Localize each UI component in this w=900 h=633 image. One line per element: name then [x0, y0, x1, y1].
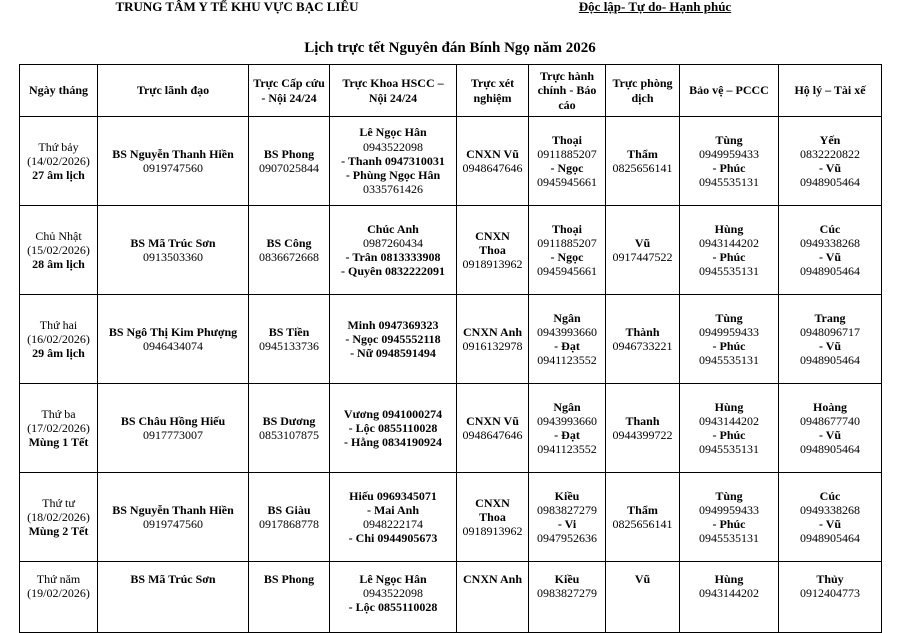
cell-line: 28 âm lịch	[32, 257, 85, 272]
cell-line: Cúc	[819, 221, 841, 236]
cell-line: - Phùng Ngọc Hân	[345, 168, 441, 183]
cell-line: 0911885207	[537, 146, 597, 161]
cell-line: Thoa	[479, 509, 506, 524]
cell-line: 0335761426	[363, 182, 423, 197]
cell-lab	[457, 117, 529, 206]
cell-line: Vương 0941000274	[343, 406, 443, 421]
cell-line: 0945945661	[537, 264, 597, 279]
agency-name: TRUNG TÂM Y TẾ KHU VỰC BẠC LIÊU	[115, 0, 359, 14]
cell-line: Hoàng	[812, 399, 847, 414]
cell-line: 0949338268	[800, 502, 860, 517]
cell-line: 0948222174	[363, 517, 423, 531]
cell-line: Chủ Nhật	[35, 228, 82, 243]
cell-date	[20, 295, 98, 384]
cell-line: CNXN Vũ	[466, 413, 519, 428]
cell-hscc	[330, 384, 457, 473]
cell-line: 0949338268	[800, 235, 860, 250]
table-header-row	[20, 65, 882, 117]
cell-leader	[98, 562, 249, 633]
cell-line: CNXN Anh	[462, 572, 522, 586]
cell-line: - Vũ	[818, 250, 842, 264]
table-row	[20, 562, 882, 633]
cell-line: - Thanh 0947310031	[341, 153, 445, 168]
cell-line: 0948905464	[800, 353, 860, 368]
cell-line: Ngân	[553, 399, 581, 414]
column-header: Trực hành chính - Báo cáo	[529, 65, 606, 117]
cell-line: 0949959433	[699, 502, 759, 517]
cell-line: Thẩm	[627, 146, 658, 161]
cell-line: Thứ hai	[39, 317, 78, 332]
cell-line: 0948905464	[800, 175, 860, 190]
cell-line: Hùng	[714, 572, 744, 586]
cell-er	[249, 384, 330, 473]
column-header: Bảo vệ – PCCC	[680, 65, 779, 117]
cell-line: - Ngọc	[550, 250, 584, 264]
cell-line: 0945133736	[259, 339, 319, 353]
cell-line: CNXN Vũ	[466, 146, 519, 161]
cell-line: 0948905464	[800, 442, 860, 457]
cell-line: Hùng	[714, 399, 744, 414]
cell-line: 0983827279	[537, 502, 597, 517]
cell-hscc	[330, 206, 457, 295]
cell-line: BS Nguyễn Thanh Hiền	[112, 146, 234, 161]
cell-nurse	[779, 117, 882, 206]
cell-lab	[457, 206, 529, 295]
cell-security	[680, 384, 779, 473]
cell-date	[20, 384, 98, 473]
cell-leader	[98, 206, 249, 295]
cell-nurse	[779, 206, 882, 295]
cell-line: - Phúc	[712, 250, 746, 264]
cell-line: Hiếu 0969345071	[349, 488, 437, 503]
cell-leader	[98, 473, 249, 562]
cell-line: - Vũ	[818, 161, 842, 175]
cell-line: 0943144202	[699, 413, 759, 428]
cell-line: 0941123552	[537, 442, 597, 457]
cell-admin	[529, 117, 606, 206]
cell-line: - Phúc	[712, 161, 746, 175]
cell-line: - Đạt	[554, 428, 580, 442]
cell-line: Cúc	[819, 488, 841, 503]
cell-line: BS Công	[266, 235, 312, 250]
cell-leader	[98, 117, 249, 206]
cell-line: BS Mã Trúc Sơn	[130, 235, 216, 250]
cell-line: 0912404773	[800, 586, 860, 601]
cell-admin	[529, 562, 606, 633]
cell-line: Lê Ngọc Hân	[359, 125, 427, 140]
table-row	[20, 473, 882, 562]
cell-line: 0948905464	[800, 264, 860, 279]
cell-line: 0948096717	[800, 324, 860, 339]
duty-schedule-table	[19, 64, 882, 633]
cell-line: 0948647646	[462, 161, 523, 175]
cell-line: - Vi	[557, 517, 577, 531]
cell-line: - Lộc 0855110028	[348, 600, 438, 615]
cell-line: 0836672668	[259, 250, 319, 264]
cell-line: Yến	[819, 132, 841, 147]
cell-line: 0825656141	[612, 161, 673, 175]
cell-hscc	[330, 562, 457, 633]
cell-line: - Phúc	[712, 339, 746, 353]
cell-line: (17/02/2026)	[27, 420, 90, 435]
cell-line: CNXN	[475, 495, 510, 510]
cell-line: - Đạt	[554, 339, 580, 353]
cell-line: Lê Ngọc Hân	[359, 572, 427, 586]
cell-line: BS Phong	[263, 146, 315, 161]
cell-line: - Vũ	[818, 517, 842, 531]
cell-line: Mùng 2 Tết	[28, 524, 89, 539]
cell-date	[20, 473, 98, 562]
column-header: Trực phòng dịch	[606, 65, 680, 117]
cell-line: - Phúc	[712, 428, 746, 442]
cell-nurse	[779, 295, 882, 384]
cell-line: Kiều	[554, 572, 580, 586]
cell-security	[680, 206, 779, 295]
cell-line: - Chi 0944905673	[348, 531, 438, 546]
cell-prevent	[606, 206, 680, 295]
national-header	[505, 0, 805, 14]
table-row	[20, 295, 882, 384]
cell-line: 0944399722	[612, 428, 673, 442]
cell-line: (16/02/2026)	[27, 331, 90, 346]
cell-prevent	[606, 562, 680, 633]
cell-lab	[457, 384, 529, 473]
cell-line: - Trân 0813333908	[345, 250, 441, 264]
cell-line: 0943993660	[537, 413, 597, 428]
cell-line: 0946434074	[143, 339, 203, 353]
cell-line: 0943522098	[363, 139, 423, 154]
cell-line: 0945535131	[699, 264, 759, 279]
cell-line: - Vũ	[818, 428, 842, 442]
cell-line: - Mai Anh	[366, 502, 419, 517]
cell-line: 0917868778	[259, 517, 319, 531]
cell-line: Thanh	[625, 413, 660, 428]
cell-admin	[529, 473, 606, 562]
cell-line: 0913503360	[143, 250, 203, 264]
cell-leader	[98, 295, 249, 384]
cell-line: Tùng	[715, 310, 743, 325]
cell-line: CNXN	[475, 228, 510, 243]
cell-line: BS Giàu	[267, 502, 311, 517]
cell-line: 0918913962	[462, 257, 523, 272]
cell-line: 27 âm lịch	[32, 168, 85, 183]
cell-line: 0987260434	[363, 235, 423, 250]
cell-line: - Phúc	[712, 517, 746, 531]
cell-line: Thủy	[816, 572, 844, 586]
cell-line: Thứ bảy	[38, 139, 79, 154]
cell-line: 0918913962	[462, 524, 523, 539]
cell-admin	[529, 384, 606, 473]
cell-line: Vũ	[634, 235, 651, 250]
cell-line: (14/02/2026)	[27, 153, 90, 168]
table-row	[20, 117, 882, 206]
table-row	[20, 206, 882, 295]
cell-line: BS Ngô Thị Kim Phượng	[108, 324, 238, 339]
cell-line: 0907025844	[259, 161, 319, 175]
cell-date	[20, 206, 98, 295]
cell-line: 0948647646	[462, 428, 523, 442]
cell-line: Thoại	[551, 132, 582, 147]
cell-prevent	[606, 117, 680, 206]
cell-line: Mùng 1 Tết	[28, 435, 89, 450]
cell-line: 0941123552	[537, 353, 597, 368]
cell-line: Thứ ba	[41, 406, 76, 421]
cell-security	[680, 117, 779, 206]
cell-er	[249, 117, 330, 206]
cell-line: BS Phong	[263, 572, 315, 586]
cell-line: 0948905464	[800, 531, 860, 546]
cell-line: 0919747560	[143, 161, 203, 175]
cell-line: BS Châu Hồng Hiếu	[120, 413, 226, 428]
cell-line: - Hằng 0834190924	[343, 435, 442, 450]
cell-line: 0832220822	[800, 146, 860, 161]
column-header: Ngày tháng	[20, 65, 98, 117]
cell-er	[249, 206, 330, 295]
cell-line: 0916132978	[462, 339, 523, 353]
cell-line: Tùng	[715, 132, 743, 147]
cell-line: Trang	[814, 310, 846, 325]
cell-line: Thoa	[479, 242, 506, 257]
cell-nurse	[779, 473, 882, 562]
cell-line: Thoại	[551, 221, 582, 236]
cell-line: 0949959433	[699, 324, 759, 339]
cell-er	[249, 473, 330, 562]
cell-line: (18/02/2026)	[27, 509, 90, 524]
cell-date	[20, 562, 98, 633]
cell-hscc	[330, 117, 457, 206]
column-header: Hộ lý – Tài xế	[779, 65, 882, 117]
column-header: Trực Cấp cứu - Nội 24/24	[249, 65, 330, 117]
cell-line: 0917447522	[612, 250, 673, 264]
cell-line: - Lộc 0855110028	[348, 420, 438, 435]
cell-line: - Ngọc	[550, 161, 584, 175]
cell-admin	[529, 295, 606, 384]
cell-security	[680, 473, 779, 562]
column-header: Trực Khoa HSCC – Nội 24/24	[330, 65, 457, 117]
cell-er	[249, 562, 330, 633]
cell-line: BS Dương	[262, 413, 316, 428]
cell-security	[680, 562, 779, 633]
cell-line: 0943993660	[537, 324, 597, 339]
cell-nurse	[779, 384, 882, 473]
cell-line: Thứ năm	[36, 572, 81, 586]
cell-line: 0943144202	[699, 586, 759, 601]
cell-security	[680, 295, 779, 384]
cell-line: - Ngọc 0945552118	[345, 331, 441, 346]
column-header: Trực lãnh đạo	[98, 65, 249, 117]
cell-line: 0948677740	[800, 413, 860, 428]
cell-line: 0911885207	[537, 235, 597, 250]
cell-line: Kiều	[554, 488, 580, 503]
cell-line: BS Tiền	[268, 324, 310, 339]
cell-admin	[529, 206, 606, 295]
cell-line: Minh 0947369323	[347, 317, 439, 332]
cell-prevent	[606, 384, 680, 473]
cell-line: Thành	[625, 324, 660, 339]
national-motto: Độc lập- Tự do- Hạnh phúc	[578, 0, 732, 14]
cell-line: 0949959433	[699, 146, 759, 161]
cell-line: 0945535131	[699, 353, 759, 368]
cell-line: 0983827279	[537, 586, 597, 601]
cell-line: 0945945661	[537, 175, 597, 190]
cell-lab	[457, 562, 529, 633]
cell-date	[20, 117, 98, 206]
cell-line: 0853107875	[259, 428, 319, 442]
cell-line: BS Nguyễn Thanh Hiền	[112, 502, 234, 517]
cell-nurse	[779, 562, 882, 633]
cell-line: CNXN Anh	[462, 324, 522, 339]
cell-line: Hùng	[714, 221, 744, 236]
cell-line: Chúc Anh	[367, 221, 419, 236]
cell-line: 0947952636	[537, 531, 597, 546]
cell-line: 0945535131	[699, 531, 759, 546]
cell-line: - Quyên 0832222091	[340, 264, 445, 279]
cell-line: 0943144202	[699, 235, 759, 250]
cell-line: 0917773007	[143, 428, 203, 442]
document-title: Lịch trực tết Nguyên đán Bính Ngọ năm 2026	[304, 40, 596, 56]
cell-line: Ngân	[553, 310, 581, 325]
cell-prevent	[606, 295, 680, 384]
cell-line: - Nữ 0948591494	[350, 346, 436, 361]
cell-lab	[457, 295, 529, 384]
cell-prevent	[606, 473, 680, 562]
cell-line: 0919747560	[143, 517, 203, 531]
cell-line: 0946733221	[612, 339, 673, 353]
cell-line: Tùng	[715, 488, 743, 503]
column-header: Trực xét nghiệm	[457, 65, 529, 117]
cell-line: (15/02/2026)	[27, 242, 90, 257]
agency-header	[92, 0, 382, 14]
cell-line: Vũ	[634, 572, 651, 586]
cell-hscc	[330, 473, 457, 562]
table-row	[20, 384, 882, 473]
cell-line: 0825656141	[612, 517, 673, 531]
cell-hscc	[330, 295, 457, 384]
cell-line: Thứ tư	[42, 495, 75, 510]
cell-line: 0945535131	[699, 442, 759, 457]
table-body	[20, 117, 882, 633]
cell-line: Thẩm	[627, 502, 658, 517]
cell-line: BS Mã Trúc Sơn	[130, 572, 216, 586]
cell-lab	[457, 473, 529, 562]
cell-er	[249, 295, 330, 384]
cell-line: - Vũ	[818, 339, 842, 353]
cell-line: 0943522098	[363, 586, 423, 601]
cell-line: 29 âm lịch	[32, 346, 85, 361]
cell-leader	[98, 384, 249, 473]
cell-line: (19/02/2026)	[27, 586, 90, 601]
cell-line: 0945535131	[699, 175, 759, 190]
